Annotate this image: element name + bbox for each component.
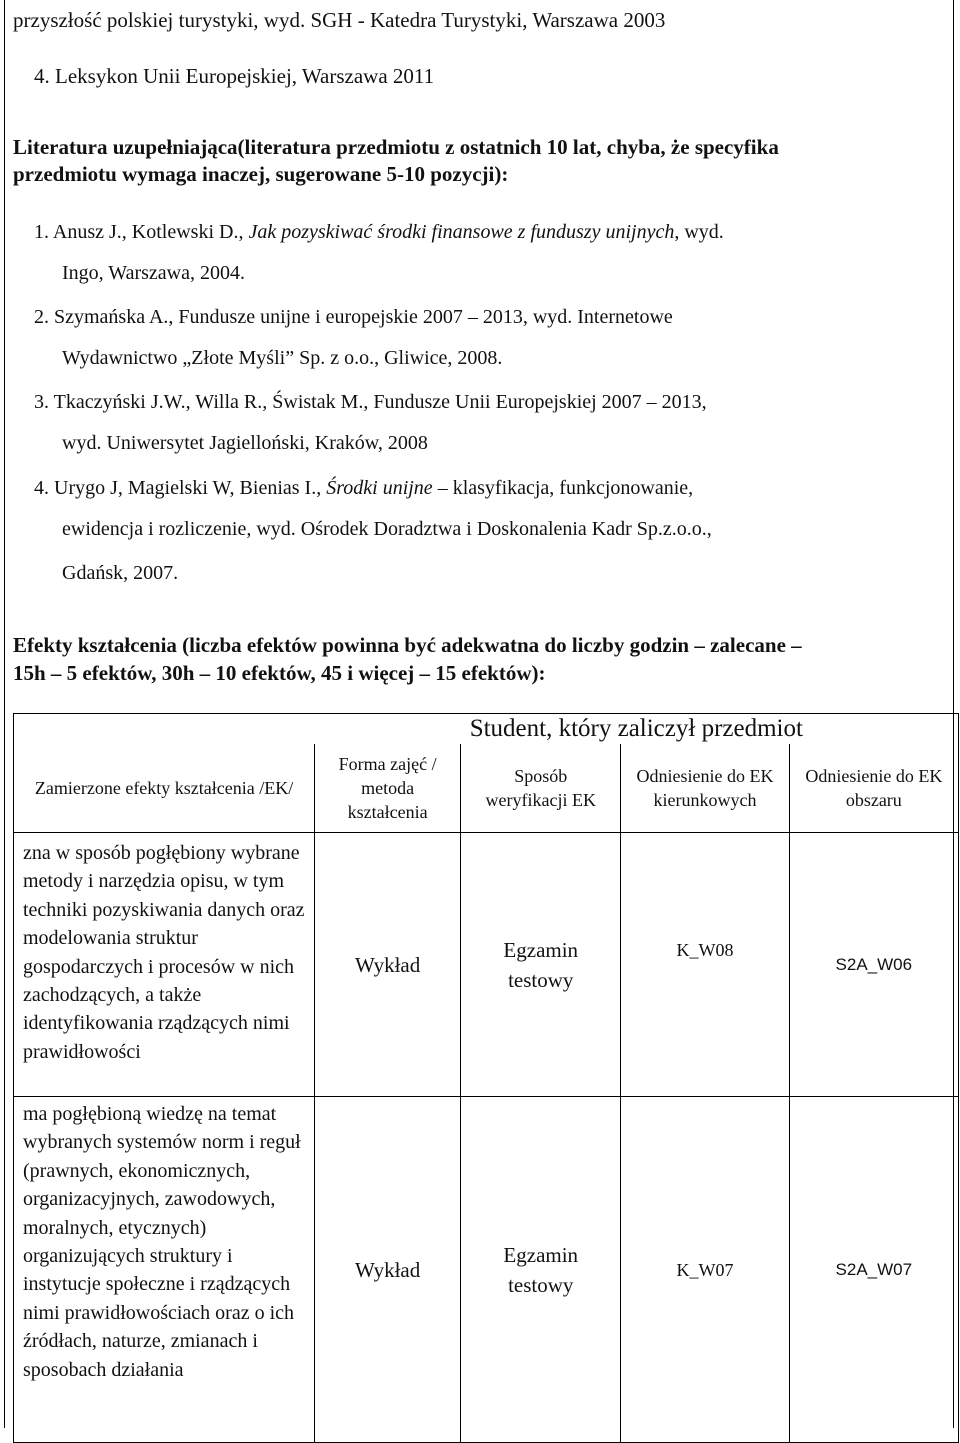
header-effects: Zamierzone efekty kształcenia /EK/ [14,744,315,833]
form-cell: Wykład [315,833,461,1097]
supp-item-2-line2: Wydawnictwo „Złote Myśli” Sp. z o.o., Gliwice, 2008. [62,347,503,369]
bibliography-line-top: przyszłość polskiej turystyki, wyd. SGH - Katedra Turystyki, Warszawa 2003 [13,8,666,32]
header-field-ref: Odniesienie do EK kierunkowych [621,744,789,833]
learning-outcomes-table [13,713,959,1443]
effect-cell: zna w sposób pogłębiony wybrane metody i narzędzia opisu, w tym techniki pozyskiwania danych oraz modelowania struktur gospodarczych i procesów w nich zachodzących, a także identyfikowania rządzących nimi prawidłowości [14,833,315,1097]
supp-item-2 [34,306,673,329]
supp-item-4 [34,477,693,500]
verification-cell: Egzamin testowy [461,833,621,1097]
supp-item-1-title: Jak pozyskiwać środki finansowe z funduszy unijnych [248,221,675,243]
effects-heading-line2: 15h – 5 efektów, 30h – 10 efektów, 45 i więcej – 15 efektów): [13,661,546,685]
header-form: Forma zajęć / metoda kształcenia [315,744,461,833]
header-verification: Sposób weryfikacji EK [461,744,621,833]
supp-item-1 [34,221,724,244]
supp-item-1-line2: Ingo, Warszawa, 2004. [62,262,245,284]
supp-item-4-line3: Gdańsk, 2007. [62,562,179,584]
effect-cell: ma pogłębioną wiedzę na temat wybranych systemów norm i reguł (prawnych, ekonomicznych, organizacyjnych, zawodowych, moralnych, etycznych) organizujących struktury i instytucje społeczne i rządzących nimi prawidłowościach oraz o ich źródłach, naturze, zmianach i sposobach działania [14,1097,315,1443]
supp-item-1-num: 1. [34,221,49,243]
table-row [14,1097,959,1443]
bibliography-item-4: 4. Leksykon Unii Europejskiej, Warszawa 2011 [34,64,435,88]
supp-item-3-num: 3. [34,391,49,413]
supp-item-1-rest: , wyd. [674,221,724,243]
field-ref-cell: K_W07 [621,1097,789,1443]
supp-item-4-line2: ewidencja i rozliczenie, wyd. Ośrodek Doradztwa i Doskonalenia Kadr Sp.z.o.o., [62,518,712,540]
header-area-ref: Odniesienie do EK obszaru [789,744,958,833]
table-caption-row [14,714,959,745]
table-caption: Student, który zaliczył przedmiot [315,714,959,745]
supp-item-3-line1: Tkaczyński J.W., Willa R., Świstak M., Fundusze Unii Europejskiej 2007 – 2013, [53,391,707,413]
supp-item-4-rest: – klasyfikacja, funkcjonowanie, [432,477,694,499]
table-row [14,833,959,1097]
supp-item-1-authors: Anusz J., Kotlewski D., [52,221,244,243]
supp-item-3 [34,391,707,414]
verification-cell: Egzamin testowy [461,1097,621,1443]
area-ref-cell: S2A_W06 [789,833,958,1097]
supp-item-4-title: Środki unijne [326,477,433,499]
supp-item-4-authors: Urygo J, Magielski W, Bienias I., [54,477,322,499]
supplementary-heading-line1: Literatura uzupełniająca(literatura przedmiotu z ostatnich 10 lat, chyba, że specyfika [13,135,779,159]
supp-item-4-num: 4. [34,477,49,499]
field-ref-cell: K_W08 [621,833,789,1097]
effects-heading-line1: Efekty kształcenia (liczba efektów powinna być adekwatna do liczby godzin – zalecane – [13,633,802,657]
supp-item-3-line2: wyd. Uniwersytet Jagielloński, Kraków, 2008 [62,432,428,454]
supp-item-2-num: 2. [34,306,49,328]
supp-item-2-line1: Szymańska A., Fundusze unijne i europejskie 2007 – 2013, wyd. Internetowe [54,306,673,328]
area-ref-cell: S2A_W07 [789,1097,958,1443]
supplementary-heading-line2: przedmiotu wymaga inaczej, sugerowane 5-10 pozycji): [13,162,509,186]
table-header-row [14,744,959,833]
form-cell: Wykład [315,1097,461,1443]
